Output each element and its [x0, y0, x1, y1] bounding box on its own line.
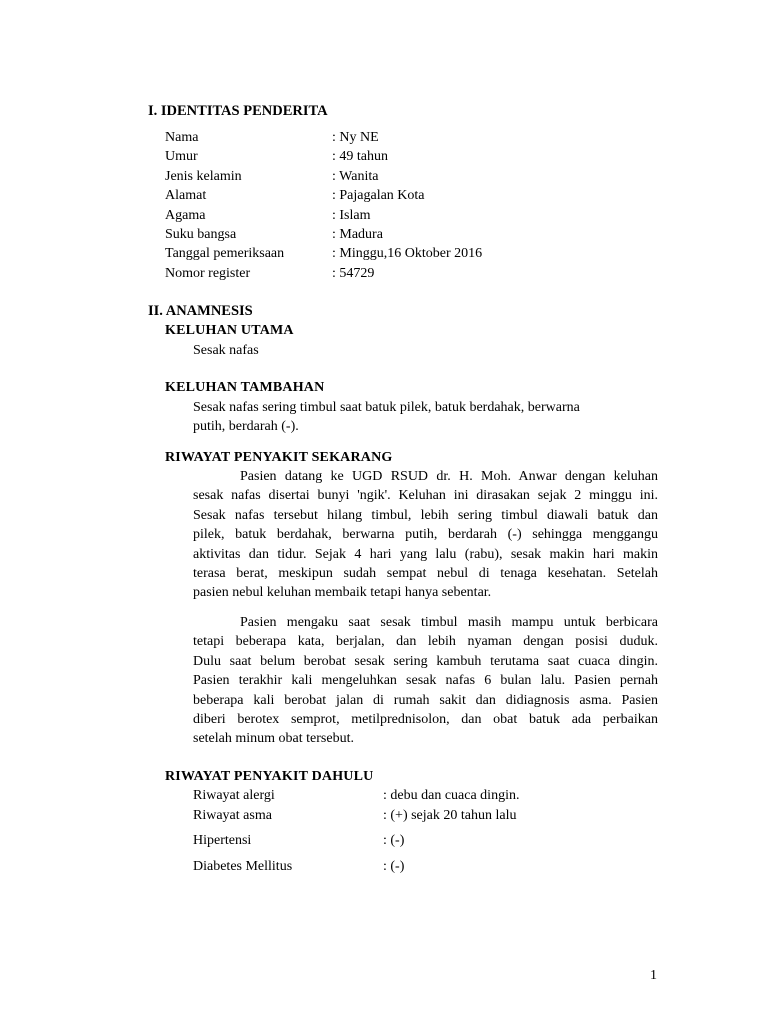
- riwayat-sekarang-paragraph-2: [193, 613, 658, 749]
- paragraph-line: tetapi beberapa kata, berjalan, dan lebih nyaman dengan posisi duduk.: [193, 634, 658, 650]
- paragraph-line: diberi berotex semprot, metilprednisolon, dan obat batuk ada perbaikan: [193, 711, 658, 727]
- keluhan-utama-text: Sesak nafas: [193, 343, 259, 358]
- riwayat-sekarang-heading: RIWAYAT PENYAKIT SEKARANG: [165, 450, 393, 465]
- identity-label: Tanggal pemeriksaan: [165, 246, 285, 262]
- section-anamnesis-title: II. ANAMNESIS: [148, 303, 253, 319]
- history-value: : (-): [383, 859, 405, 874]
- history-value: : (+) sejak 20 tahun lalu: [383, 808, 517, 823]
- identity-label: Nomor register: [165, 265, 251, 281]
- paragraph-line: Pasien mengaku saat sesak timbul masih mampu untuk berbicara: [240, 615, 658, 630]
- history-value: : debu dan cuaca dingin.: [383, 788, 520, 803]
- identity-value: : Ny NE: [332, 130, 379, 145]
- paragraph-line: pasien nebul keluhan membaik tetapi hanya sebentar.: [193, 585, 492, 601]
- keluhan-tambahan-line-2: putih, berdarah (-).: [193, 419, 299, 435]
- paragraph-line: terasa berat, meskipun sudah sempat nebul di tenaga kesehatan. Setelah: [193, 565, 658, 581]
- paragraph-line: Pasien datang ke UGD RSUD dr. H. Moh. Anwar dengan keluhan: [240, 469, 658, 484]
- page-number: 1: [650, 968, 657, 983]
- paragraph-line: Pasien terakhir kali mengeluhkan sesak nafas 6 bulan lalu. Pasien pernah: [193, 673, 658, 689]
- paragraph-line: Sesak nafas tersebut hilang timbul, lebih sering timbul diawali batuk dan: [193, 507, 658, 523]
- keluhan-utama-heading: KELUHAN UTAMA: [165, 323, 294, 338]
- paragraph-line: pilek, batuk berdahak, berwarna putih, berdarah (-) sehingga menggangu: [193, 527, 658, 543]
- identity-label: Umur: [165, 149, 198, 165]
- history-label: Hipertensi: [193, 833, 252, 848]
- keluhan-tambahan-heading: KELUHAN TAMBAHAN: [165, 380, 325, 395]
- identity-label: Alamat: [165, 188, 207, 204]
- identity-label: Nama: [165, 130, 199, 145]
- section-identitas-title: I. IDENTITAS PENDERITA: [148, 103, 328, 119]
- paragraph-line: setelah minum obat tersebut.: [193, 731, 354, 747]
- history-label: Diabetes Mellitus: [193, 859, 293, 874]
- identity-value: : Islam: [332, 207, 371, 223]
- history-label: Riwayat alergi: [193, 788, 275, 803]
- paragraph-line: Dulu saat belum berobat sesak sering kambuh terutama saat cuaca dingin.: [193, 653, 658, 669]
- riwayat-sekarang-paragraph-1: [193, 467, 658, 603]
- identity-label: Agama: [165, 207, 206, 223]
- keluhan-tambahan-line-1: Sesak nafas sering timbul saat batuk pilek, batuk berdahak, berwarna: [193, 400, 580, 415]
- paragraph-line: sesak nafas disertai bunyi 'ngik'. Keluhan ini dirasakan sejak 2 minggu ini.: [193, 488, 658, 504]
- history-value: : (-): [383, 833, 405, 848]
- identity-value: : Minggu,16 Oktober 2016: [332, 246, 483, 262]
- identity-label: Jenis kelamin: [165, 168, 242, 184]
- identity-value: : 54729: [332, 265, 375, 281]
- identity-value: : Pajagalan Kota: [332, 188, 425, 204]
- paragraph-line: aktivitas dan tidur. Sejak 4 hari yang lalu (rabu), sesak makin hari makin: [193, 546, 658, 562]
- riwayat-dahulu-heading: RIWAYAT PENYAKIT DAHULU: [165, 769, 374, 784]
- identity-value: : Wanita: [332, 168, 379, 184]
- history-label: Riwayat asma: [193, 808, 272, 823]
- identity-value: : 49 tahun: [332, 149, 388, 165]
- identity-label: Suku bangsa: [165, 227, 237, 242]
- identity-value: : Madura: [332, 227, 383, 242]
- paragraph-line: beberapa kali berobat jalan di rumah sakit dan didiagnosis asma. Pasien: [193, 692, 658, 708]
